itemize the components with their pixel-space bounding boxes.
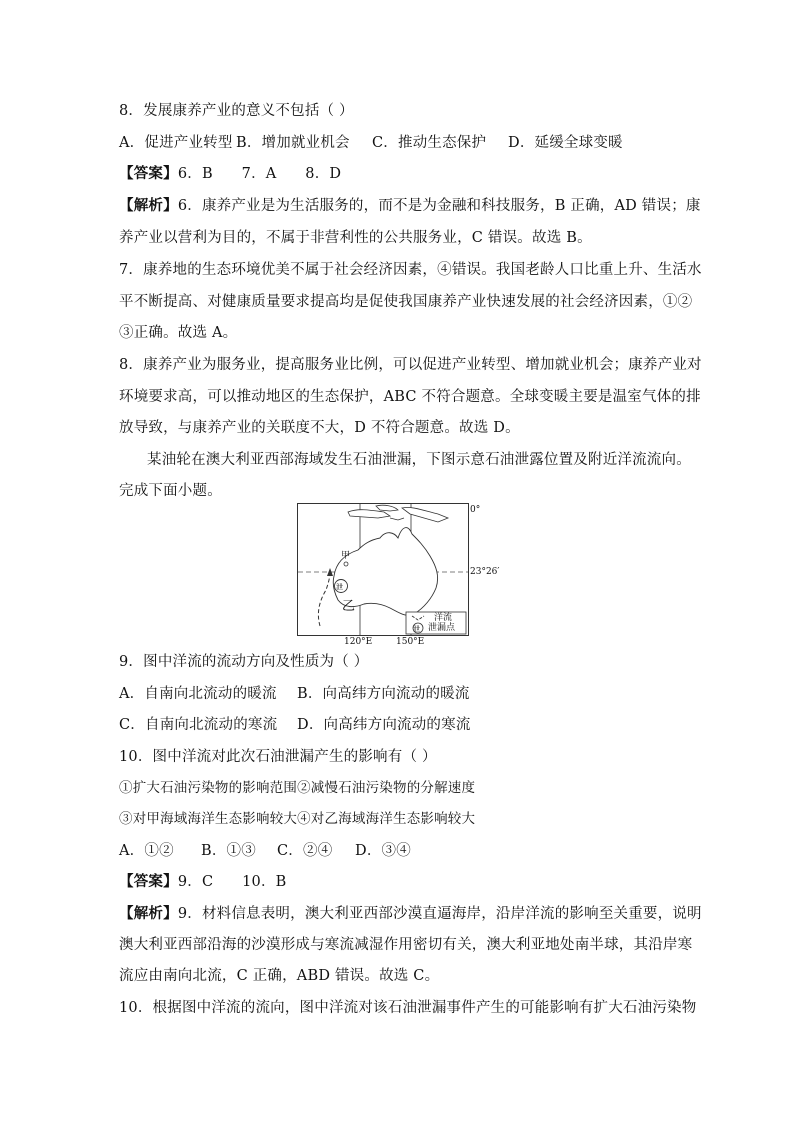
label-equator: 0° (470, 505, 481, 515)
q9-options-row-2 (119, 715, 471, 735)
analysis-1-line-5: ③正确。故选 A。 (119, 325, 238, 341)
q9-option-b: B．向高纬方向流动的暖流 (297, 686, 470, 702)
q8-stem: 8．发展康养产业的意义不包括（ ） (119, 103, 354, 119)
q9-option-a: A．自南向北流动的暖流 (119, 686, 277, 702)
q10-statements-1: ①扩大石油污染物的影响范围②减慢石油污染物的分解速度 (119, 780, 476, 796)
island-java (348, 510, 390, 518)
analysis-1-line-6: 8．康养产业为服务业，提高服务业比例，可以促进产业转型、增加就业机会；康养产业对 (119, 357, 702, 373)
intro-line-2: 完成下面小题。 (119, 483, 222, 499)
q8-option-d: D．延缓全球变暖 (508, 135, 623, 151)
island-new-guinea (402, 507, 448, 522)
q10-option-d: D．③④ (355, 843, 411, 859)
analysis-1-line-4: 平不断提高、对健康质量要求提高均是促使我国康养产业快速发展的社会经济因素，①② (119, 294, 693, 310)
q9-stem: 9．图中洋流的流动方向及性质为（ ） (119, 654, 369, 670)
answer-tag: 【答案】 (119, 165, 178, 182)
label-leak: 泄 (336, 583, 343, 591)
analysis-2-line-3: 流应由南向北流，C 正确，ABD 错误。故选 C。 (119, 968, 440, 984)
analysis-block-2-line-1 (119, 904, 702, 924)
island-borneo (376, 505, 398, 511)
q10-stem: 10．图中洋流对此次石油泄漏产生的影响有（ ） (119, 749, 437, 765)
oil-spill-map (297, 503, 469, 636)
label-tropic: 23°26′ (470, 567, 500, 577)
legend-leak-symbol: 泄 (413, 625, 420, 633)
label-150e: 150°E (396, 637, 425, 647)
intro-line-1: 某油轮在澳大利亚西部海域发生石油泄漏，下图示意石油泄露位置及附近洋流流向。 (147, 452, 691, 468)
q10-option-b: B．①③ (201, 843, 256, 859)
q8-option-b: B．增加就业机会 (236, 135, 350, 151)
place-jia-point (344, 562, 348, 566)
analysis-block-1-line-1 (119, 196, 701, 216)
q10-option-c: C．②④ (277, 843, 333, 859)
analysis-1-line-3: 7．康养地的生态环境优美不属于社会经济因素，④错误。我国老龄人口比重上升、生活水 (119, 262, 702, 278)
label-120e: 120°E (344, 637, 373, 647)
q8-options (119, 133, 623, 153)
legend-leak-label: 泄漏点 (428, 623, 456, 633)
q10-statements-2: ③对甲海域海洋生态影响较大④对乙海域海洋生态影响较大 (119, 811, 476, 827)
analysis-2-line-4: 10．根据图中洋流的流向，图中洋流对该石油泄漏事件产生的可能影响有扩大石油污染物 (119, 1000, 697, 1016)
analysis-1-line-8: 放导致，与康养产业的关联度不大，D 不符合题意。故选 D。 (119, 420, 520, 436)
label-jia: 甲 (341, 551, 351, 561)
answer-block-1 (119, 164, 341, 184)
q9-option-d: D．向高纬方向流动的寒流 (297, 717, 471, 733)
analysis-tag: 【解析】 (119, 197, 178, 214)
q9-option-c: C．自南向北流动的寒流 (119, 717, 278, 733)
q10-option-a: A．①② (119, 843, 174, 859)
legend-current-label: 洋流 (434, 613, 453, 623)
analysis-tag-2: 【解析】 (119, 905, 178, 922)
analysis-text: 6．康养产业是为生活服务的，而不是为金融和科技服务，B 正确，AD 错误；康 (177, 198, 701, 214)
q8-option-a: A．促进产业转型 (119, 135, 233, 151)
answer-text: 6．B 7．A 8．D (177, 166, 342, 182)
answer-text-2: 9．C 10．B (177, 874, 287, 890)
ocean-current-arrow (318, 572, 330, 626)
analysis-2-line-2: 澳大利亚西部沿海的沙漠形成与寒流减湿作用密切有关，澳大利亚地处南半球，其沿岸寒 (119, 937, 693, 953)
label-yi: 乙 (342, 599, 356, 614)
q10-options (119, 841, 411, 861)
analysis-text-2: 9．材料信息表明，澳大利亚西部沙漠直逼海岸，沿岸洋流的影响至关重要，说明 (177, 906, 702, 922)
q8-option-c: C．推动生态保护 (372, 135, 487, 151)
q9-options-row-1 (119, 684, 470, 704)
analysis-1-line-7: 环境要求高，可以推动地区的生态保护，ABC 不符合题意。全球变暖主要是温室气体的排 (119, 389, 701, 405)
answer-block-2 (119, 872, 287, 892)
analysis-1-line-2: 养产业以营利为目的，不属于非营利性的公共服务业，C 错误。故选 B。 (119, 230, 592, 246)
answer-tag-2: 【答案】 (119, 873, 178, 890)
